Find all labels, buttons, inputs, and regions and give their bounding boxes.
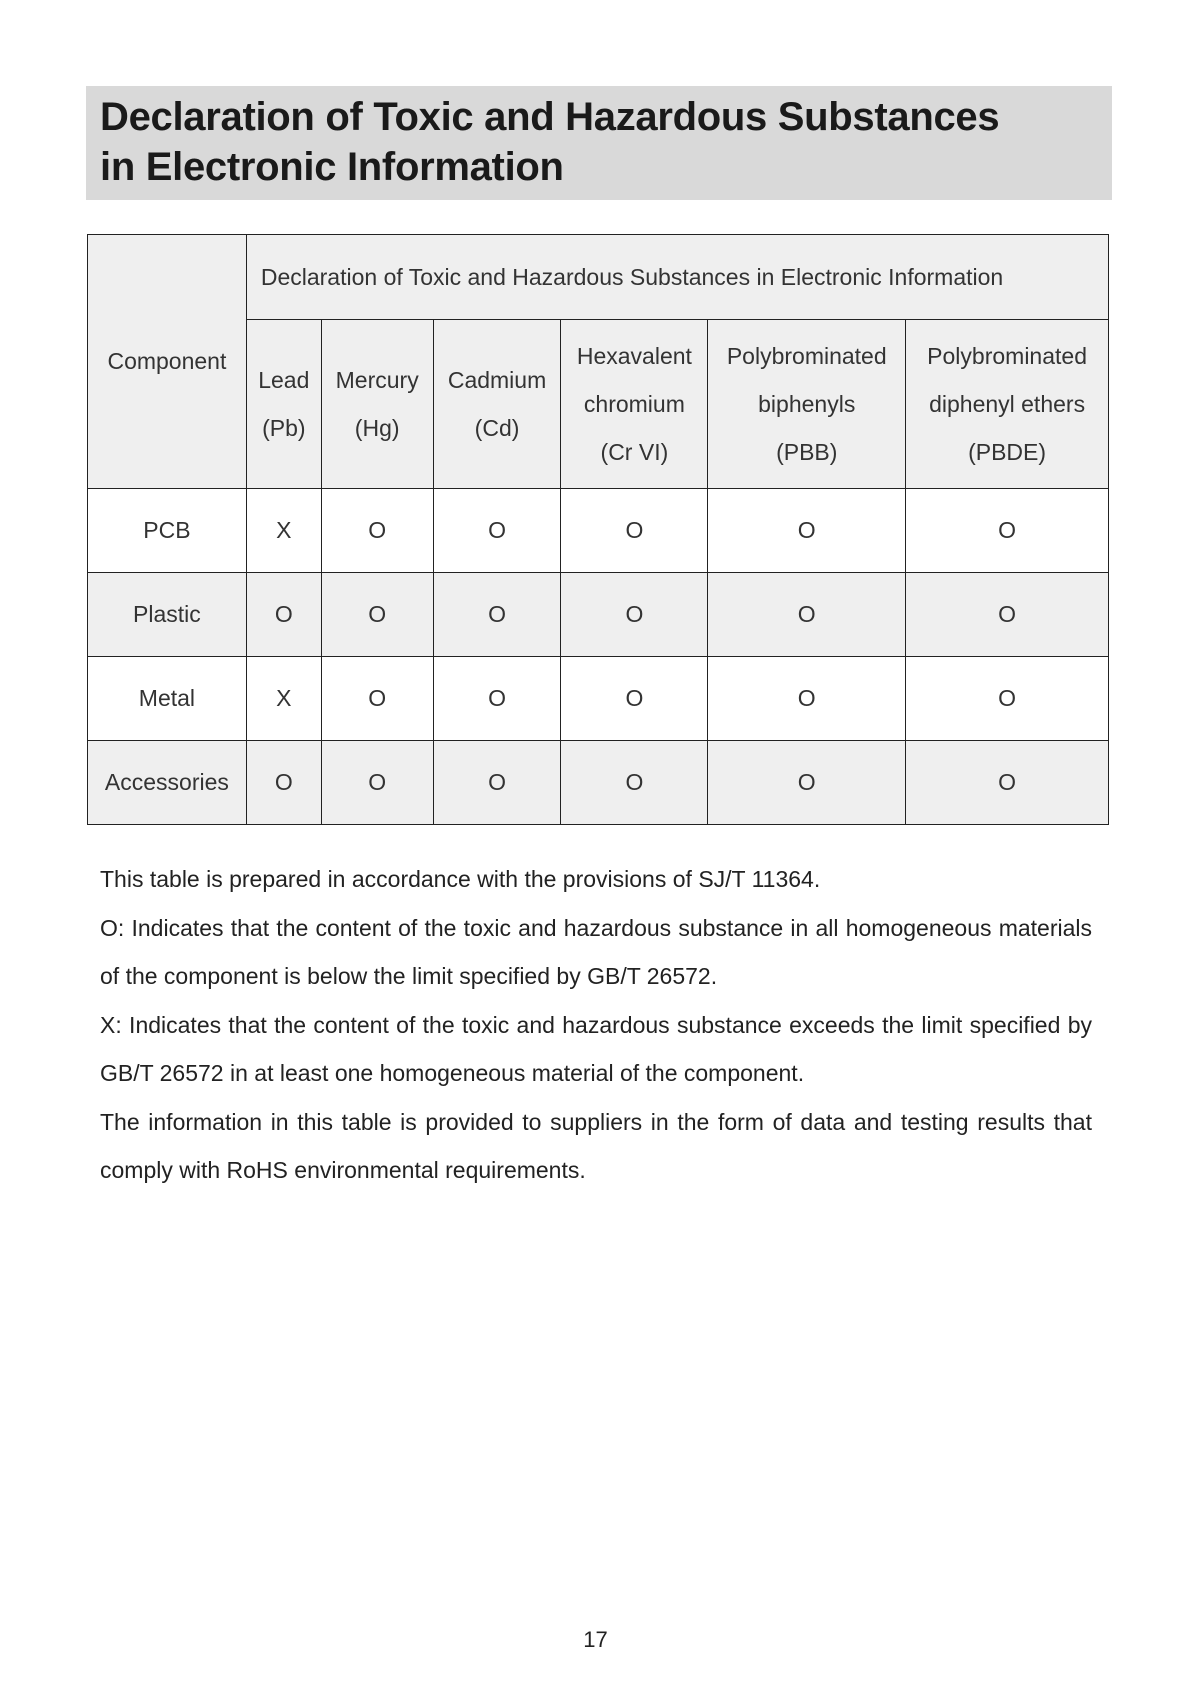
- column-header: [708, 320, 906, 489]
- column-header-line: (Cd): [474, 415, 520, 441]
- column-header-line: chromium: [583, 391, 685, 417]
- substance-cell: O: [708, 657, 906, 741]
- note-o-legend: O: Indicates that the content of the toxic and hazardous substance in all homogeneous materials of the component is below the limit specified by GB/T 26572.: [100, 914, 1092, 989]
- column-header-line: Mercury: [335, 367, 419, 393]
- substance-cell: O: [561, 741, 708, 825]
- substance-cell: O: [561, 657, 708, 741]
- column-header: [246, 320, 321, 489]
- substance-cell: O: [906, 657, 1109, 741]
- substance-cell: O: [708, 489, 906, 573]
- column-header: [433, 320, 561, 489]
- title-line-1: Declaration of Toxic and Hazardous Substances: [100, 95, 1000, 139]
- substance-cell: O: [321, 741, 433, 825]
- column-header: [561, 320, 708, 489]
- substance-cell: O: [321, 489, 433, 573]
- column-header-line: Polybrominated: [726, 343, 887, 369]
- substance-cell: O: [321, 657, 433, 741]
- column-header-line: Lead: [258, 367, 310, 393]
- substance-cell: O: [906, 489, 1109, 573]
- table-row: [88, 741, 1109, 825]
- title-banner: [86, 86, 1112, 200]
- note-standard: This table is prepared in accordance with the provisions of SJ/T 11364.: [100, 866, 821, 892]
- substance-cell: O: [246, 741, 321, 825]
- page-number: 17: [583, 1627, 608, 1652]
- column-header-line: Cadmium: [447, 367, 547, 393]
- component-cell: Metal: [88, 657, 247, 741]
- page-title: [100, 92, 1098, 192]
- substance-cell: O: [906, 573, 1109, 657]
- substance-cell: X: [246, 657, 321, 741]
- substance-cell: O: [433, 657, 561, 741]
- column-header-line: (Hg): [354, 415, 400, 441]
- column-header-line: (PBDE): [968, 439, 1047, 465]
- column-header-line: (PBB): [776, 439, 838, 465]
- substance-cell: X: [246, 489, 321, 573]
- substance-cell: O: [708, 573, 906, 657]
- column-header-line: (Cr VI): [600, 439, 669, 465]
- component-cell: Accessories: [88, 741, 247, 825]
- substance-cell: O: [246, 573, 321, 657]
- column-header-line: Polybrominated: [927, 343, 1087, 369]
- column-header: [321, 320, 433, 489]
- substance-cell: O: [321, 573, 433, 657]
- substance-cell: O: [433, 573, 561, 657]
- substance-cell: O: [433, 741, 561, 825]
- table-row: [88, 489, 1109, 573]
- substance-cell: O: [708, 741, 906, 825]
- substance-cell: O: [906, 741, 1109, 825]
- substances-table: [87, 234, 1109, 825]
- table-row: [88, 657, 1109, 741]
- note-x-legend: X: Indicates that the content of the toxic and hazardous substance exceeds the limit specified by GB/T 26572 in at least one homogeneous material of the component.: [100, 1011, 1092, 1086]
- component-cell: Plastic: [88, 573, 247, 657]
- column-header-line: biphenyls: [758, 391, 856, 417]
- substance-cell: O: [561, 489, 708, 573]
- note-rohs: The information in this table is provided to suppliers in the form of data and testing results that comply with RoHS environmental requirements.: [100, 1108, 1092, 1183]
- component-cell: PCB: [88, 489, 247, 573]
- group-header: Declaration of Toxic and Hazardous Substances in Electronic Information: [246, 235, 1108, 320]
- substance-cell: O: [433, 489, 561, 573]
- component-header: Component: [88, 235, 247, 489]
- notes: [100, 855, 1092, 1195]
- column-header-line: diphenyl ethers: [929, 391, 1086, 417]
- column-header: [906, 320, 1109, 489]
- column-header-line: (Pb): [262, 415, 306, 441]
- title-line-2: in Electronic Information: [100, 145, 564, 189]
- table-row: [88, 573, 1109, 657]
- substance-cell: O: [561, 573, 708, 657]
- column-header-line: Hexavalent: [576, 343, 692, 369]
